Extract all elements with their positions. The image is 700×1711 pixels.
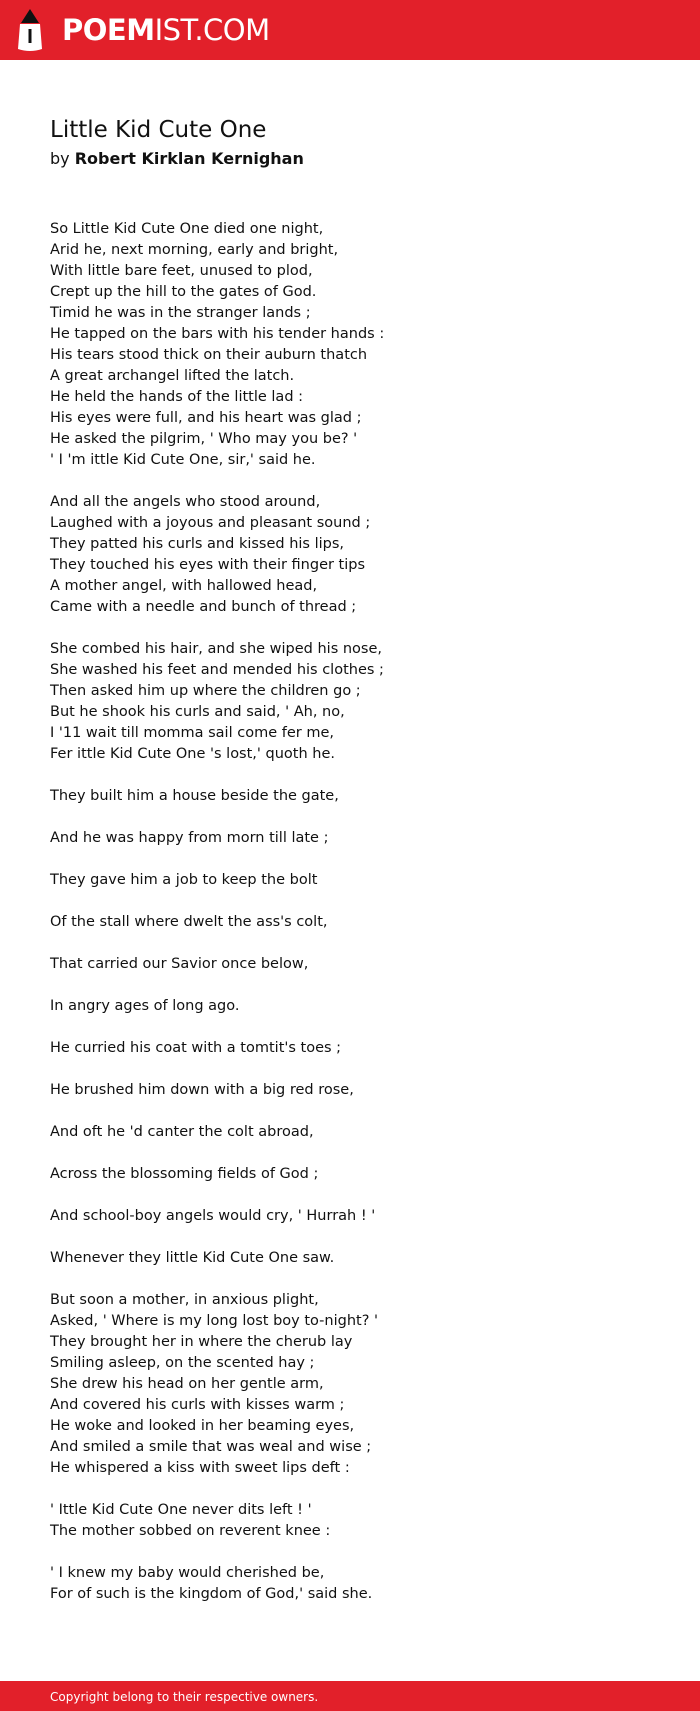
poem-line: And covered his curls with kisses warm ; (50, 1397, 345, 1413)
poem-stanza (50, 786, 670, 807)
poem-title: Little Kid Cute One (50, 117, 267, 143)
poem-line: With little bare feet, unused to plod, (50, 263, 313, 279)
poem-line: That carried our Savior once below, (50, 956, 309, 972)
poem-stanza (50, 996, 670, 1017)
poem-line: They patted his curls and kissed his lips, (50, 536, 345, 552)
poem-stanza (50, 954, 670, 975)
poem-stanza (50, 1206, 670, 1227)
poem-body (50, 219, 670, 1626)
poem-byline (50, 148, 304, 170)
poem-line: His tears stood thick on their auburn thatch (50, 347, 368, 363)
poem-line: He brushed him down with a big red rose, (50, 1082, 354, 1098)
pen-nib-icon[interactable] (17, 9, 43, 51)
poem-stanza (50, 639, 670, 765)
by-label: by (50, 149, 70, 168)
poem-line: And smiled a smile that was weal and wise ; (50, 1439, 372, 1455)
poem-line: ' I knew my baby would cherished be, (50, 1565, 325, 1581)
poem-stanza (50, 1500, 670, 1542)
poem-line: Arid he, next morning, early and bright, (50, 242, 339, 258)
site-footer (0, 1681, 700, 1711)
poem-line: Then asked him up where the children go ; (50, 683, 361, 699)
logo-bold-text: POEM (62, 13, 155, 47)
poem-line: In angry ages of long ago. (50, 998, 240, 1014)
poem-line: Whenever they little Kid Cute One saw. (50, 1250, 335, 1266)
poem-line: She washed his feet and mended his clothes ; (50, 662, 384, 678)
poem-line: A great archangel lifted the latch. (50, 368, 295, 384)
poem-line: ' Ittle Kid Cute One never dits left ! ' (50, 1502, 312, 1518)
poem-line: ' I 'm ittle Kid Cute One, sir,' said he. (50, 452, 316, 468)
site-logo[interactable] (62, 10, 270, 50)
poem-stanza (50, 1038, 670, 1059)
poem-line: And all the angels who stood around, (50, 494, 321, 510)
poem-line: He woke and looked in her beaming eyes, (50, 1418, 355, 1434)
poem-stanza (50, 1290, 670, 1479)
poem-line: They brought her in where the cherub lay (50, 1334, 353, 1350)
poem-line: For of such is the kingdom of God,' said she. (50, 1586, 373, 1602)
poem-line: Fer ittle Kid Cute One 's lost,' quoth he. (50, 746, 335, 762)
poem-stanza (50, 219, 670, 471)
poem-line: Asked, ' Where is my long lost boy to-night? ' (50, 1313, 378, 1329)
poem-line: They built him a house beside the gate, (50, 788, 339, 804)
poem-stanza (50, 1248, 670, 1269)
poem-line: He curried his coat with a tomtit's toes ; (50, 1040, 342, 1056)
poem-stanza (50, 1563, 670, 1605)
poem-line: He whispered a kiss with sweet lips deft : (50, 1460, 350, 1476)
copyright-notice: Copyright belong to their respective owners. (50, 1690, 319, 1704)
site-header (0, 0, 700, 60)
poem-stanza (50, 1080, 670, 1101)
poem-stanza (50, 870, 670, 891)
poem-stanza (50, 1122, 670, 1143)
poem-line: But he shook his curls and said, ' Ah, no, (50, 704, 345, 720)
poem-line: She combed his hair, and she wiped his nose, (50, 641, 383, 657)
poem-line: Of the stall where dwelt the ass's colt, (50, 914, 328, 930)
poem-line: They touched his eyes with their finger tips (50, 557, 366, 573)
poem-line: Crept up the hill to the gates of God. (50, 284, 317, 300)
poem-line: Across the blossoming fields of God ; (50, 1166, 319, 1182)
poem-line: And school-boy angels would cry, ' Hurrah ! ' (50, 1208, 376, 1224)
poem-stanza (50, 492, 670, 618)
poem-line: He asked the pilgrim, ' Who may you be? ' (50, 431, 358, 447)
poem-line: And he was happy from morn till late ; (50, 830, 329, 846)
poem-stanza (50, 912, 670, 933)
poem-line: A mother angel, with hallowed head, (50, 578, 318, 594)
poem-line: And oft he 'd canter the colt abroad, (50, 1124, 314, 1140)
poem-line: So Little Kid Cute One died one night, (50, 221, 324, 237)
poem-line: But soon a mother, in anxious plight, (50, 1292, 319, 1308)
poem-line: The mother sobbed on reverent knee : (50, 1523, 331, 1539)
poem-line: Smiling asleep, on the scented hay ; (50, 1355, 315, 1371)
poem-stanza (50, 828, 670, 849)
poem-line: I '11 wait till momma sail come fer me, (50, 725, 334, 741)
poem-stanza (50, 1164, 670, 1185)
poem-line: Timid he was in the stranger lands ; (50, 305, 311, 321)
poem-line: She drew his head on her gentle arm, (50, 1376, 324, 1392)
poem-line: They gave him a job to keep the bolt (50, 872, 318, 888)
poem-line: Laughed with a joyous and pleasant sound ; (50, 515, 371, 531)
poem-line: He tapped on the bars with his tender hands : (50, 326, 385, 342)
logo-light-text: IST.COM (154, 13, 270, 47)
poem-line: He held the hands of the little lad : (50, 389, 304, 405)
author-name[interactable]: Robert Kirklan Kernighan (74, 149, 304, 168)
poem-line: His eyes were full, and his heart was glad ; (50, 410, 362, 426)
poem-line: Came with a needle and bunch of thread ; (50, 599, 357, 615)
